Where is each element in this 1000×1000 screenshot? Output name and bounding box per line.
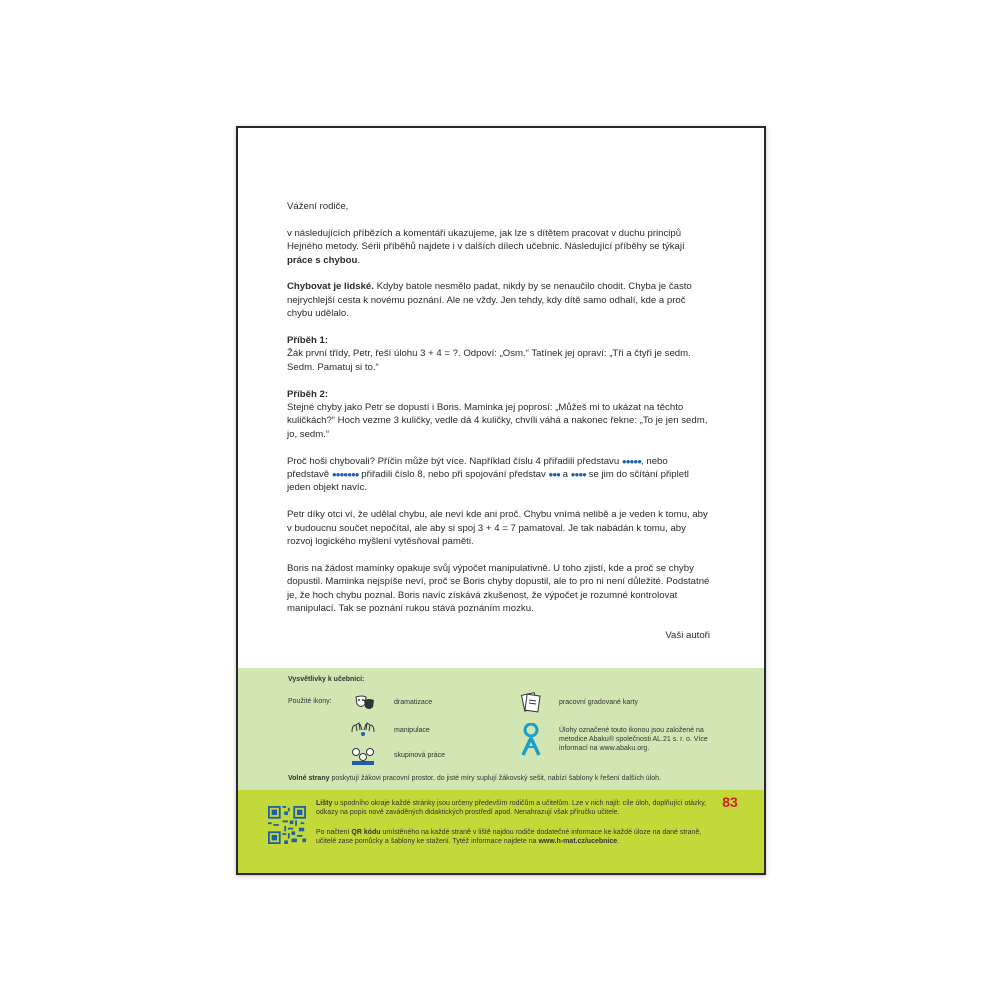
group-icon [350, 746, 376, 766]
legend-item-manipulation: manipulace [394, 727, 430, 734]
footer-strip [238, 790, 764, 873]
website-link[interactable]: www.h-mat.cz/ucebnice [538, 838, 618, 846]
masks-icon [354, 695, 376, 711]
hands-icon [350, 722, 376, 738]
textbook-page [236, 126, 766, 875]
dots-three: ●●● [548, 470, 560, 480]
petr-paragraph: Petr díky otci ví, že udělal chybu, ale neví kde ani proč. Chybu vnímá nelibě a je veden k tomu, aby v budoucnu součet nepočítal, ale aby si spoj 3 + 4 = 7 pamatoval. Je tak nabádán k tomu, aby rozvoj logického myšlení vytěsňoval paměti. [287, 509, 708, 548]
intro-paragraph: v následujících příbězích a komentáři ukazujeme, jak lze s dítětem pracovat v duchu principů Hejného metody. Sérii příběhů najdete i v dalších dílech učebnic. Následující příběhy se týkají práce s chybou. [287, 227, 685, 266]
free-pages-note: Volné strany poskytují žákovi pracovní prostor, do jisté míry suplují žákovský sešit, nabízí šablony k řešení dalších úloh. [288, 775, 661, 782]
legend-item-drama: dramatizace [394, 699, 433, 706]
legend-box [238, 668, 764, 790]
legend-item-abaku: Úlohy označené touto ikonou jsou založené na metodice Abaku® společnosti AL.21 s. r. o. Více informací na www.abaku.org. [559, 727, 708, 752]
signature: Vaši autoři [665, 629, 710, 641]
footer-info-2: Po načtení QR kódu umístěného na každé straně v liště najdou rodiče dodatečné informace ke každé úloze na dané straně, učitelé zase pomůcky a šablony ke stažení. Tytéž informace najdete na www.h-mat.cz/ucebnice. [316, 829, 702, 846]
abaku-icon [520, 723, 542, 757]
dots-four: ●●●● [570, 470, 586, 480]
dots-five: ●●●●● [621, 456, 642, 466]
mistake-paragraph: Chybovat je lidské. Kdyby batole nesmělo padat, nikdy by se nenaučilo chodit. Chyba je často nejrychlejší cesta k novému poznání. Ale ne vždy. Jen tehdy, kdy dítě samo odhalí, kde a proč chybu udělalo. [287, 281, 692, 320]
dots-seven: ●●●●●●● [331, 470, 359, 480]
legend-item-group-work: skupinová práce [394, 752, 445, 759]
used-icons-label: Použité ikony: [288, 698, 332, 705]
greeting: Vážení rodiče, [287, 201, 349, 212]
story-1: Příběh 1: Žák první třídy, Petr, řeší úlohu 3 + 4 = ?. Odpoví: „Osm.“ Tatínek jej opraví: „Tři a čtyři je sedm. Sedm. Pamatuj si to.“ [287, 335, 691, 373]
cards-icon [520, 691, 542, 713]
story-2: Příběh 2: Stejné chyby jako Petr se dopustí i Boris. Maminka jej poprosí: „Můžeš mi to ukázat na těchto kuličkách?“ Hoch vezme 3 kuličky, vedle dá 4 kuličky, chvíli váhá a nakonec řekne: „To je jen sedm, jo, sedm.“ [287, 388, 708, 440]
parents-letter [287, 200, 710, 656]
legend-item-cards: pracovní gradované karty [559, 699, 638, 706]
boris-paragraph: Boris na žádost maminky opakuje svůj výpočet manipulativně. U toho zjistí, kde a proč se chyby dopustil. Maminka nejspíše neví, proč se Boris chyby dopustil, ale to pro ni není důležité. Podstatné je, že hoch chybu poznal. Boris navíc získává zkušenost, že výpočet je rozumné kontrolovat manipulací. Tak se poznání rukou stává poznáním mozku. [287, 562, 710, 615]
legend-title: Vysvětlivky k učebnici: [288, 676, 365, 683]
page-number: 83 [722, 794, 738, 810]
footer-info-1: Lišty u spodního okraje každé stránky jsou určeny především rodičům a učitelům. Lze v nich najít: cíle úloh, doplňující otázky, odkazy na popis nově zaváděných didaktických prostředí apod. Nenahrazují však příručku učitele. [316, 800, 707, 817]
why-paragraph: Proč hoši chybovali? Příčin může být více. Například číslu 4 přiřadili představu ●●●●●, nebo představě ●●●●●●● přiřadili číslo 8, nebo při spojování představ ●●● a ●●●● se jim do sčítání připletl jeden objekt navíc. [287, 455, 689, 494]
qr-code[interactable] [268, 806, 306, 844]
